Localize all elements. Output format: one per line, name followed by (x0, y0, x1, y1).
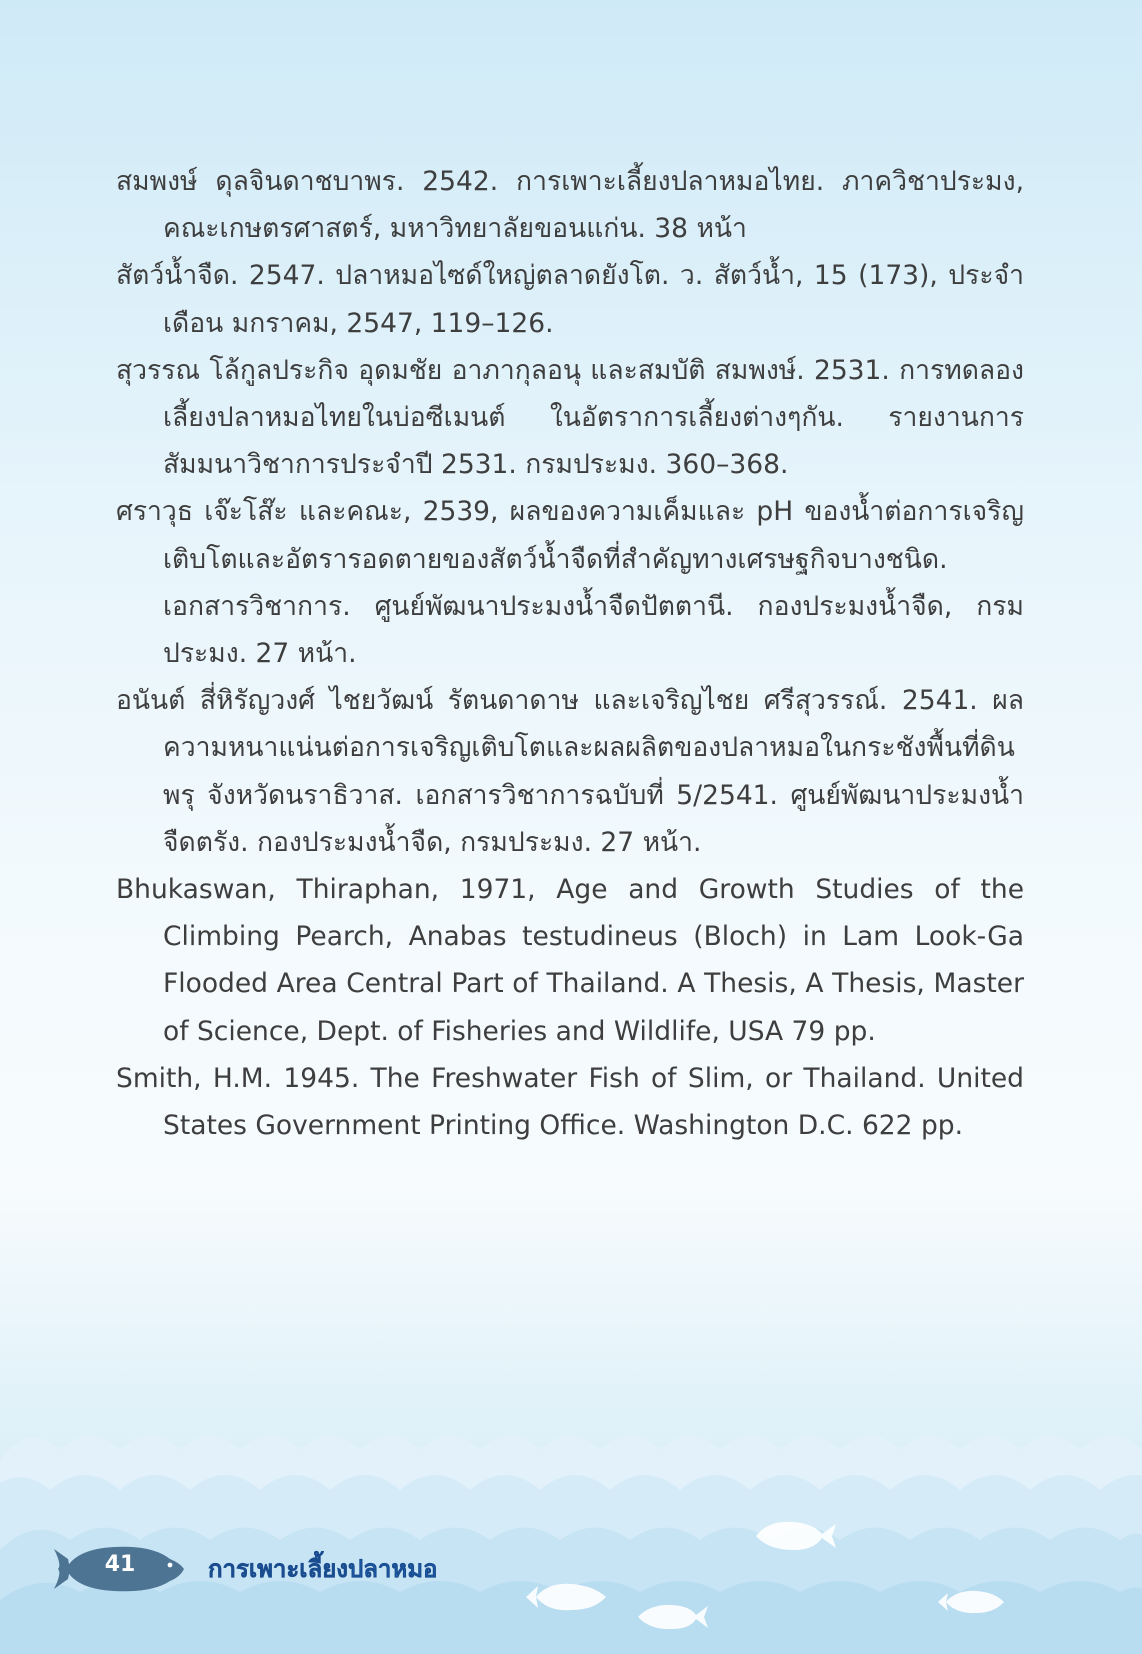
fish-icon (522, 1578, 612, 1616)
reference-entry: ศราวุธ เจ๊ะโส๊ะ และคณะ, 2539, ผลของความเค็มและ pH ของน้ำต่อการเจริญเติบโตและอัตรารอดตายของสัตว์น้ำจืดที่สำคัญทางเศรษฐกิจบางชนิด. เอกสารวิชาการ. ศูนย์พัฒนาประมงน้ำจืดปัตตานี. กองประมงน้ำจืด, กรมประมง. 27 หน้า. (116, 496, 1024, 670)
reference-entry: อนันต์ สี่หิรัญวงศ์ ไชยวัฒน์ รัตนดาดาษ และเจริญไชย ศรีสุวรรณ์. 2541. ผลความหนาแน่นต่อการเจริญเติบโตและผลผลิตของปลาหมอในกระชังพื้นที่ดินพรุ จังหวัดนราธิวาส. เอกสารวิชาการฉบับที่ 5/2541. ศูนย์พัฒนาประมงน้ำจืดตรัง. กองประมงน้ำจืด, กรมประมง. 27 หน้า. (116, 685, 1024, 858)
page-number: 41 (104, 1552, 136, 1577)
reference-entry: Bhukaswan, Thiraphan, 1971, Age and Growth Studies of the Climbing Pearch, Anabas testudineus (Bloch) in Lam Look-Ga Flooded Area Central Part of Thailand. A Thesis, A Thesis, Master of Science, Dept. of Fisheries and Wildlife, USA 79 pp. (116, 874, 1024, 1047)
book-title-part2: ปลาหมอ (347, 1555, 438, 1583)
reference-list (116, 158, 1024, 1149)
book-title (208, 1549, 437, 1588)
fish-icon (748, 1516, 838, 1556)
fish-icon (632, 1600, 710, 1634)
reference-entry: สัตว์น้ำจืด. 2547. ปลาหมอไซด์ใหญ่ตลาดยังโต. ว. สัตว์น้ำ, 15 (173), ประจำเดือน มกราคม, 2547, 119–126. (116, 260, 1024, 339)
wave-decoration (0, 1420, 1142, 1654)
book-title-part1: การเพาะเลี้ยง (208, 1555, 348, 1583)
fish-icon (934, 1586, 1008, 1618)
reference-entry: สุวรรณ โล้กูลประกิจ อุดมชัย อาภากุลอนุ และสมบัติ สมพงษ์. 2531. การทดลองเลี้ยงปลาหมอไทยในบ่อซีเมนต์ ในอัตราการเลี้ยงต่างๆกัน. รายงานการสัมมนาวิชาการประจำปี 2531. กรมประมง. 360–368. (116, 354, 1024, 481)
reference-entry: Smith, H.M. 1945. The Freshwater Fish of Slim, or Thailand. United States Government Printing Office. Washington D.C. 622 pp. (116, 1062, 1024, 1142)
reference-entry: สมพงษ์ ดุลจินดาชบาพร. 2542. การเพาะเลี้ยงปลาหมอไทย. ภาควิชาประมง, คณะเกษตรศาสตร์, มหาวิทยาลัยขอนแก่น. 38 หน้า (116, 166, 1024, 245)
